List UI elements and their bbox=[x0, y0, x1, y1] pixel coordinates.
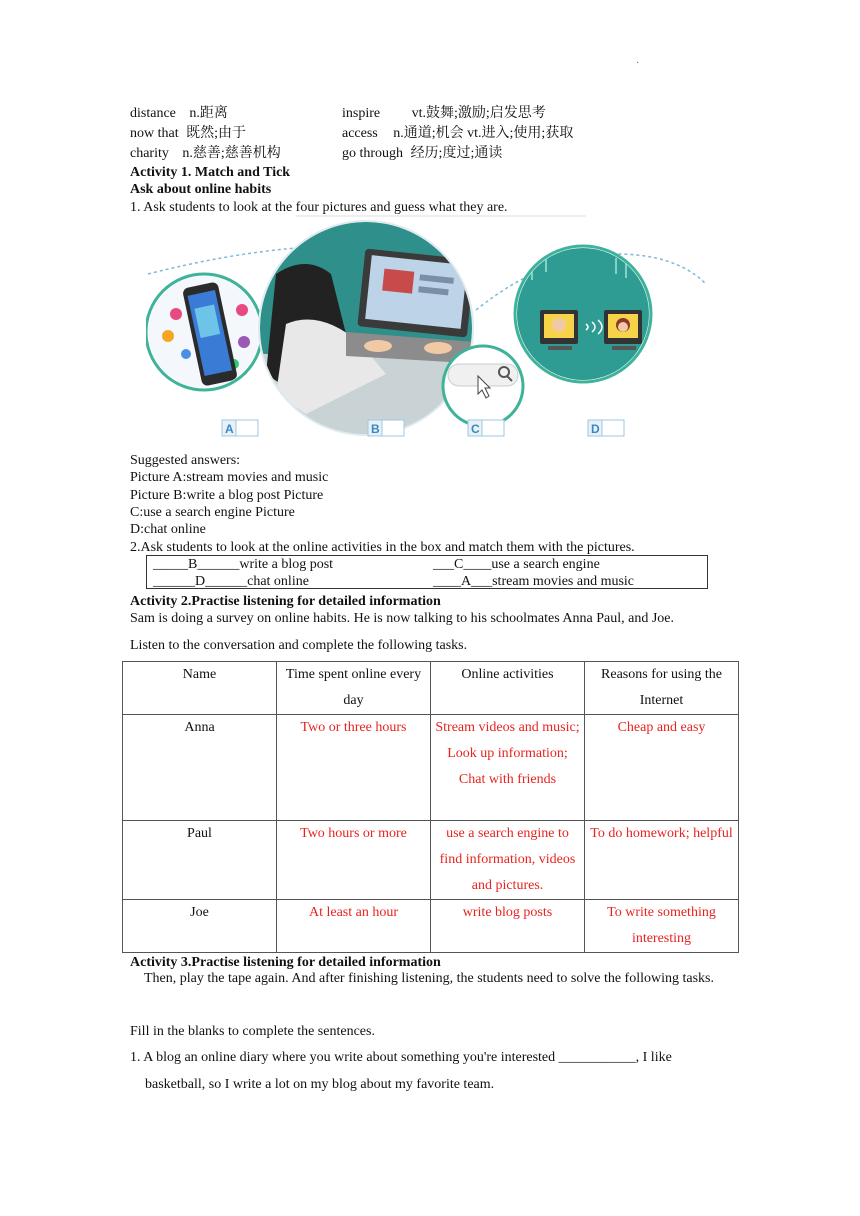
activity3-intro: Then, play the tape again. And after finishing listening, the students need to solve the following tasks. bbox=[144, 971, 714, 986]
picture-c bbox=[443, 346, 523, 426]
cell-name: Joe bbox=[123, 900, 277, 953]
table-row bbox=[123, 900, 739, 953]
label-box-c bbox=[468, 420, 504, 436]
vocab-item bbox=[130, 124, 246, 144]
header-activities: Online activities bbox=[431, 662, 585, 715]
cell-time: Two or three hours bbox=[277, 715, 431, 821]
vocab-meaning: 经历;度过;通读 bbox=[410, 146, 503, 161]
suggested-line: C:use a search engine Picture bbox=[130, 505, 295, 520]
suggested-line: Picture A:stream movies and music bbox=[130, 470, 329, 485]
vocab-meaning: n.通道;机会 vt.进入;使用;获取 bbox=[393, 126, 574, 141]
cell-time: Two hours or more bbox=[277, 821, 431, 900]
picture-d bbox=[514, 244, 654, 384]
activity1-title: Activity 1. Match and Tick bbox=[130, 165, 291, 180]
suggested-heading: Suggested answers: bbox=[130, 453, 241, 468]
match-item: ____A___stream movies and music bbox=[433, 574, 635, 589]
vocab-item bbox=[342, 104, 546, 124]
activity2-title: Activity 2.Practise listening for detailed information bbox=[130, 594, 441, 609]
vocab-item bbox=[130, 144, 281, 164]
vocab-item bbox=[342, 144, 502, 164]
suggested-line: D:chat online bbox=[130, 522, 206, 537]
vocab-word: inspire bbox=[342, 106, 381, 121]
label-box-d bbox=[588, 420, 624, 436]
cell-name: Paul bbox=[123, 821, 277, 900]
activity-line: Look up information; bbox=[447, 746, 568, 761]
header-mark: · bbox=[636, 58, 640, 69]
match-box bbox=[146, 555, 708, 589]
vocab-word: access bbox=[342, 126, 378, 141]
vocab-word: distance bbox=[130, 106, 176, 121]
activity2-instruction: Listen to the conversation and complete the following tasks. bbox=[130, 638, 468, 653]
label-box-b bbox=[368, 420, 404, 436]
vocab-meaning: n.慈善;慈善机构 bbox=[182, 146, 281, 161]
activity3-title: Activity 3.Practise listening for detailed information bbox=[130, 955, 441, 970]
picture-a bbox=[146, 274, 266, 394]
label-a: A bbox=[225, 422, 234, 436]
picture-b bbox=[256, 214, 486, 450]
label-box-a bbox=[222, 420, 258, 436]
cell-reason: To do homework; helpful bbox=[585, 821, 739, 900]
vocab-meaning: vt.鼓舞;激励;启发思考 bbox=[411, 106, 546, 121]
cell-time: At least an hour bbox=[277, 900, 431, 953]
activity-line: Chat with friends bbox=[458, 772, 557, 787]
vocab-word: charity bbox=[130, 146, 169, 161]
table-row bbox=[123, 821, 739, 900]
label-b: B bbox=[371, 422, 380, 436]
cell-activities: write blog posts bbox=[431, 900, 585, 953]
header-time: Time spent online every day bbox=[277, 662, 431, 715]
activity3-instruction: Fill in the blanks to complete the sentences. bbox=[130, 1024, 375, 1039]
match-item: ______D______chat online bbox=[153, 574, 309, 589]
activity1-step2: 2.Ask students to look at the online activities in the box and match them with the pictures. bbox=[130, 540, 635, 555]
question-1-continued: basketball, so I write a lot on my blog about my favorite team. bbox=[145, 1077, 495, 1092]
suggested-line: Picture B:write a blog post Picture bbox=[130, 488, 324, 503]
activity-line: Stream videos and music; bbox=[435, 720, 580, 735]
cell-reason: To write something interesting bbox=[585, 900, 739, 953]
vocab-meaning: 既然;由于 bbox=[186, 126, 246, 141]
vocab-word: now that bbox=[130, 126, 179, 141]
header-reasons: Reasons for using the Internet bbox=[585, 662, 739, 715]
cell-reason: Cheap and easy bbox=[585, 715, 739, 821]
activity1-subtitle: Ask about online habits bbox=[130, 182, 272, 197]
table-row bbox=[123, 715, 739, 821]
vocab-word: go through bbox=[342, 146, 404, 161]
vocab-item bbox=[130, 104, 228, 124]
match-item: ___C____use a search engine bbox=[433, 557, 600, 572]
online-habits-illustration bbox=[146, 214, 712, 450]
match-item: _____B______write a blog post bbox=[153, 557, 334, 572]
survey-table bbox=[122, 661, 739, 953]
vocab-meaning: n.距离 bbox=[189, 106, 228, 121]
cell-activities bbox=[431, 715, 585, 821]
vocab-item bbox=[342, 124, 573, 144]
cell-name: Anna bbox=[123, 715, 277, 821]
activity1-step1: 1. Ask students to look at the four pictures and guess what they are. bbox=[130, 200, 508, 215]
table-header-row bbox=[123, 662, 739, 715]
header-name: Name bbox=[123, 662, 277, 715]
cell-activities: use a search engine to find information, videos and pictures. bbox=[431, 821, 585, 900]
question-1: 1. A blog an online diary where you write about something you're interested ___________, I like bbox=[130, 1050, 672, 1065]
label-d: D bbox=[591, 422, 600, 436]
label-c: C bbox=[471, 422, 480, 436]
activity2-intro: Sam is doing a survey on online habits. He is now talking to his schoolmates Anna Paul, and Joe. bbox=[130, 611, 674, 626]
